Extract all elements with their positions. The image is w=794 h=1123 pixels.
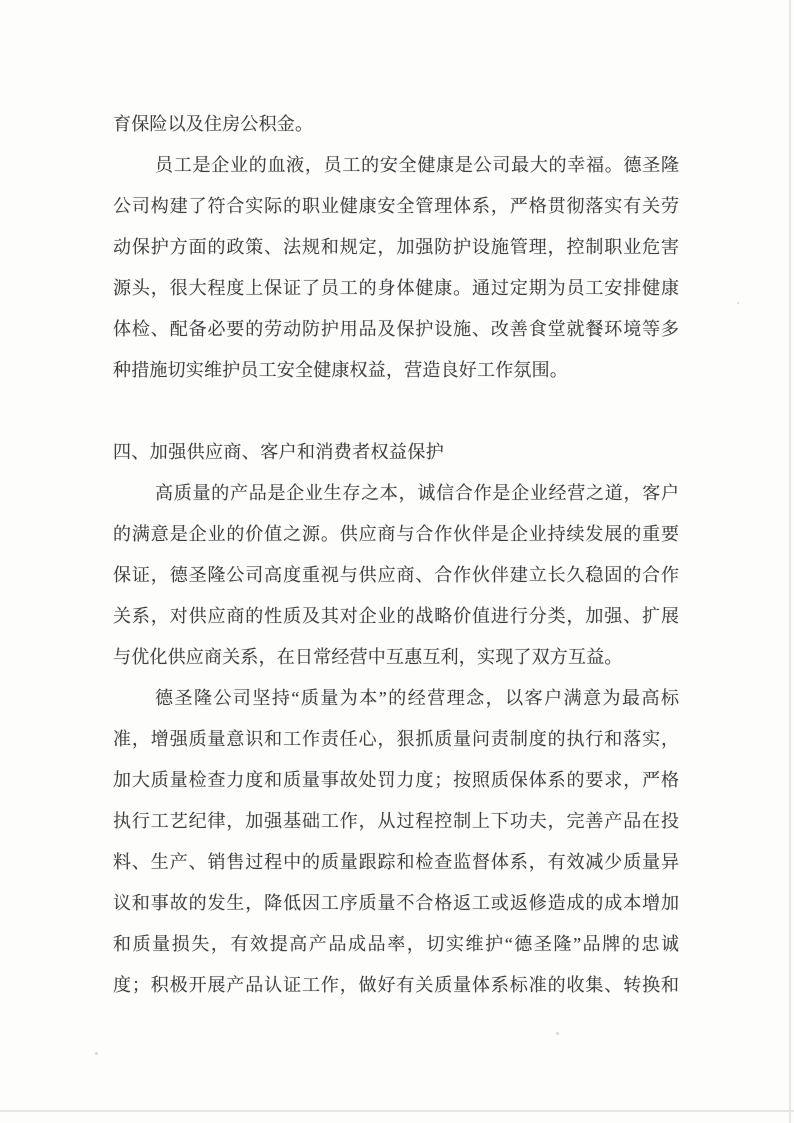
paragraph-spacer	[113, 391, 679, 432]
text-line: 高质量的产品是企业生存之本，诚信合作是企业经营之道，客户	[155, 483, 679, 503]
text-line: 执行工艺纪律，加强基础工作，从过程控制上下功夫，完善产品在投	[113, 811, 679, 831]
text-line: 度；积极开展产品认证工作，做好有关质量体系标准的收集、转换和	[113, 975, 679, 995]
text-line: 体检、配备必要的劳动防护用品及保护设施、改善食堂就餐环境等多	[113, 319, 679, 339]
text-line: 的满意是企业的价值之源。供应商与合作伙伴是企业持续发展的重要	[113, 524, 679, 544]
document-text-block	[113, 104, 679, 1006]
scan-speck	[556, 1032, 559, 1035]
text-line: 议和事故的发生，降低因工序质量不合格返工或返修造成的成本增加	[113, 893, 679, 913]
text-line: 员工是企业的血液，员工的安全健康是公司最大的幸福。德圣隆	[155, 155, 679, 175]
text-line: 公司构建了符合实际的职业健康安全管理体系，严格贯彻落实有关劳	[113, 196, 679, 216]
text-line: 和质量损失，有效提高产品成品率，切实维护“德圣隆”品牌的忠诚	[113, 934, 679, 954]
scan-edge-bottom-line	[0, 1110, 794, 1112]
text-line: 料、生产、销售过程中的质量跟踪和检查监督体系，有效减少质量异	[113, 852, 679, 872]
text-line: 准，增强质量意识和工作责任心，狠抓质量问责制度的执行和落实，	[113, 729, 679, 749]
text-line: 保证，德圣隆公司高度重视与供应商、合作伙伴建立长久稳固的合作	[113, 565, 679, 585]
text-line: 育保险以及住房公积金。	[113, 114, 314, 134]
text-line: 关系，对供应商的性质及其对企业的战略价值进行分类，加强、扩展	[113, 606, 679, 626]
text-line: 德圣隆公司坚持“质量为本”的经营理念，以客户满意为最高标	[155, 688, 679, 708]
text-line: 种措施切实维护员工安全健康权益，营造良好工作氛围。	[113, 360, 568, 380]
text-line: 源头，很大程度上保证了员工的身体健康。通过定期为员工安排健康	[113, 278, 679, 298]
section-heading: 四、加强供应商、客户和消费者权益保护	[113, 442, 445, 462]
scan-speck	[737, 302, 739, 304]
text-line: 动保护方面的政策、法规和规定，加强防护设施管理，控制职业危害	[113, 237, 679, 257]
scan-speck	[95, 1052, 98, 1055]
text-line: 与优化供应商关系，在日常经营中互惠互利，实现了双方互益。	[113, 647, 623, 667]
text-line: 加大质量检查力度和质量事故处罚力度；按照质保体系的要求，严格	[113, 770, 679, 790]
scan-edge-right-line	[789, 0, 791, 1123]
